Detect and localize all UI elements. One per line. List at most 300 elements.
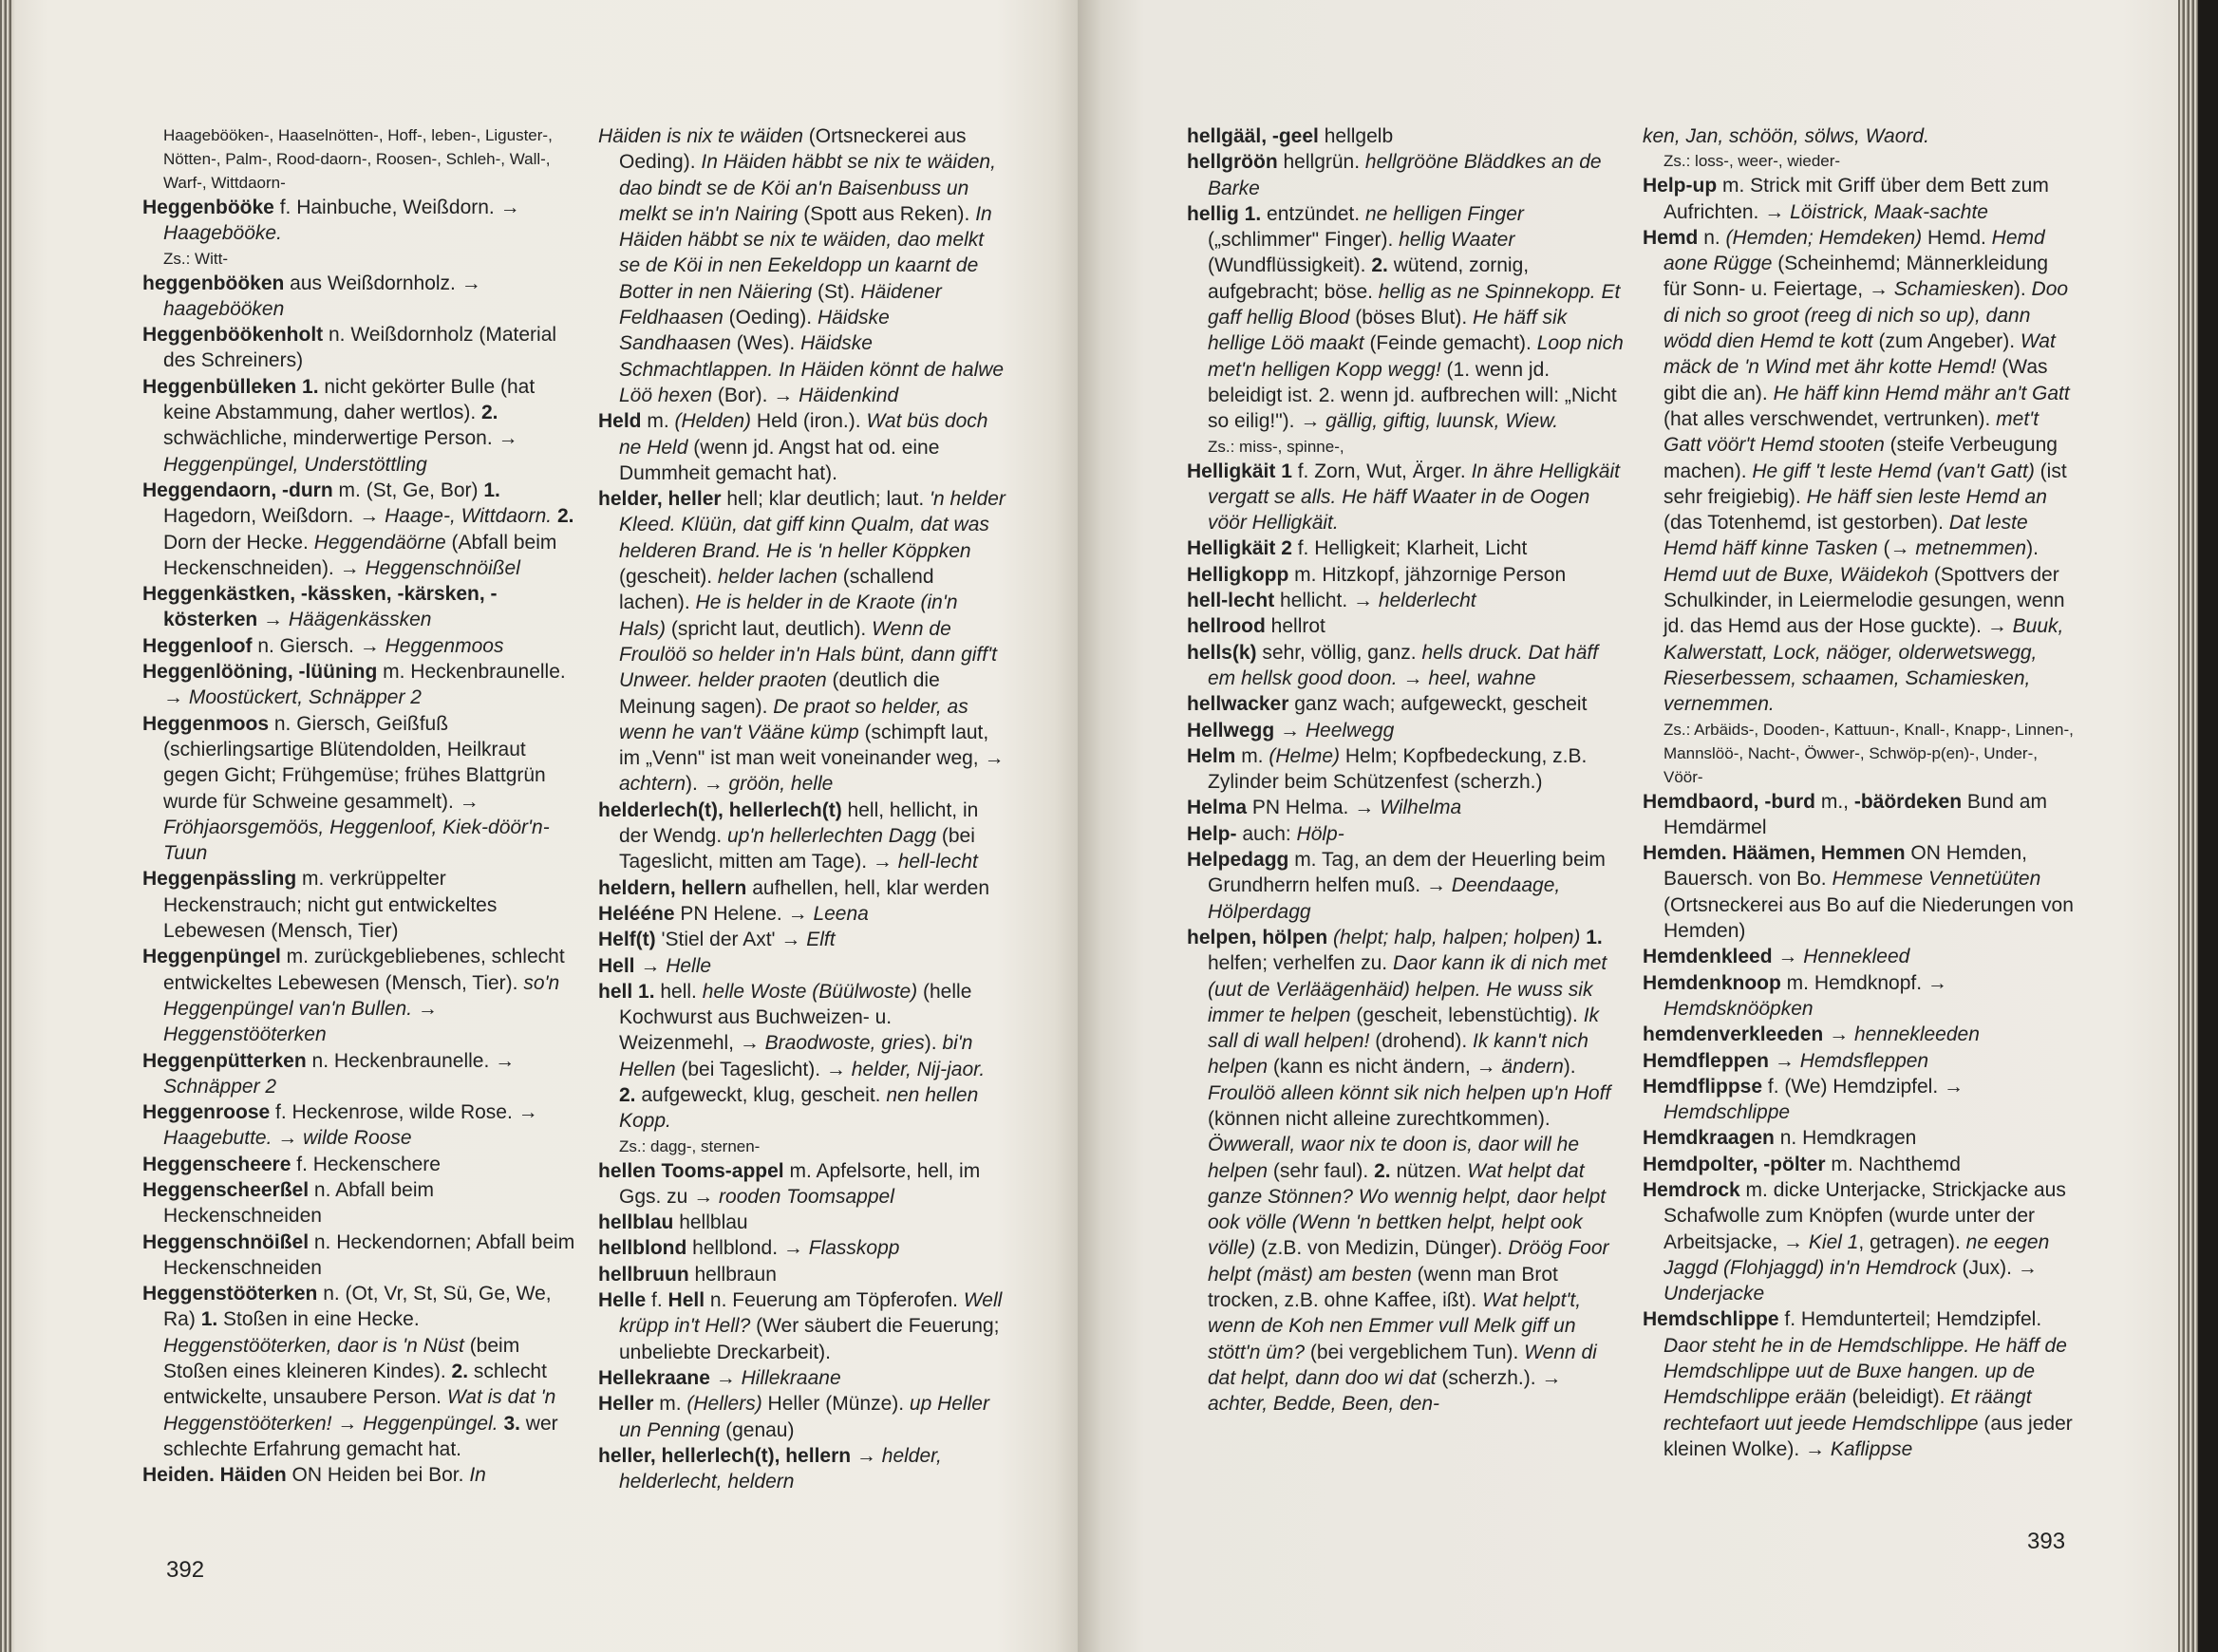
definition-text: m. Hitzkopf, jähzornige Person bbox=[1288, 563, 1567, 586]
example-text: Kaflippse bbox=[1830, 1437, 1913, 1460]
definition-text: hellbraun bbox=[688, 1263, 777, 1286]
example-text: Doo di nich so groot (reeg di nich so up), dann wödd dien Hemd te kott bbox=[1664, 278, 2069, 353]
dictionary-entry bbox=[142, 1230, 579, 1282]
example-text: Deendaage, Hölperdagg bbox=[1208, 874, 1561, 923]
dictionary-entry bbox=[1187, 613, 1624, 639]
example-text: Wat büs doch ne Held bbox=[619, 410, 988, 459]
page-edge-left bbox=[0, 0, 13, 1652]
headword: Hemdflippse bbox=[1643, 1075, 1763, 1098]
definition-text: helfen; verhelfen zu. bbox=[1208, 952, 1393, 975]
headword: Helf(t) bbox=[598, 929, 656, 951]
definition-text: m. Strick mit Griff über dem Bett zum Aufrichten. → bbox=[1664, 175, 2049, 223]
definition-text: ). → bbox=[686, 773, 729, 796]
definition-text: nützen. bbox=[1390, 1159, 1468, 1182]
example-text: met't Gatt vöör't Hemd stooten bbox=[1664, 407, 2039, 457]
definition-text: (Ortsneckerei aus Oeding). bbox=[619, 125, 967, 174]
definition-text: → bbox=[272, 1127, 304, 1150]
definition-text: → bbox=[1274, 719, 1306, 742]
dictionary-entry bbox=[598, 875, 1006, 901]
definition-text: Bund am Hemdärmel bbox=[1664, 790, 2047, 838]
definition-text: Heller (Münze). bbox=[761, 1393, 910, 1416]
definition-text: f. Hemdunterteil; Hemdzipfel. bbox=[1778, 1308, 2042, 1331]
example-text: hellig Waater bbox=[1399, 229, 1515, 252]
example-text: hellig as ne Spinnekopp. Et gaff hellig Blood bbox=[1208, 280, 1621, 329]
definition-text: (beleidigt). bbox=[1846, 1386, 1951, 1409]
headword: Heggenpässling bbox=[142, 868, 297, 891]
headword: helder, heller bbox=[598, 488, 722, 511]
example-text: Kiel 1 bbox=[1808, 1230, 1859, 1253]
headword: Hemdpolter, -pölter bbox=[1643, 1153, 1826, 1175]
definition-text: f. Helligkeit; Klarheit, Licht bbox=[1291, 537, 1528, 560]
dictionary-entry bbox=[598, 979, 1006, 1135]
headword: Helpedagg bbox=[1187, 849, 1289, 872]
definition-text: → bbox=[1772, 946, 1804, 968]
definition-text: n. Giersch, Geißfuß (schierlingsartige Blütendolden, Heilkraut gegen Gicht; Frühgemüse; frühes Blattgrün wurde für Schweine gesammelt). → bbox=[163, 712, 546, 813]
definition-text: (beim Stoßen eines kleineren Kindes). bbox=[163, 1334, 520, 1383]
headword: Heggenloof bbox=[142, 634, 253, 657]
example-text: wilde Roose bbox=[303, 1127, 412, 1150]
definition-text: → bbox=[709, 1366, 742, 1389]
dictionary-entry bbox=[142, 659, 579, 711]
definition-text: m. verkrüppelter Heckenstrauch; nicht gut entwickeltes Lebewesen (Mensch, Tier) bbox=[163, 868, 498, 943]
headword: hellblond bbox=[598, 1237, 687, 1260]
dictionary-entry bbox=[1187, 795, 1624, 820]
definition-text: n. Heckendornen; Abfall beim Heckenschneiden bbox=[163, 1230, 575, 1279]
definition-text: (Jux). → bbox=[1956, 1256, 2038, 1279]
dictionary-entry bbox=[142, 1177, 579, 1230]
example-text: Buuk, Kalwerstatt, Lock, näöger, olderwetswegg, Rieserbessem, schaamen, Schamiesken, vernemmen. bbox=[1664, 615, 2064, 716]
definition-text: f. bbox=[646, 1289, 668, 1312]
definition-text: (Spottvers der Schulkinder, in Leiermelodie gesungen, wenn jd. das Hemd aus der Hose guckte). → bbox=[1664, 563, 2065, 638]
example-text: helderlecht bbox=[1378, 590, 1476, 612]
headword: Helligkäit 2 bbox=[1187, 537, 1292, 560]
headword: helpen, hölpen bbox=[1187, 926, 1328, 948]
example-text: Hemdsfleppen bbox=[1799, 1049, 1929, 1072]
headword: Heggenkästken, -kässken, -kärsken, -kösterken bbox=[142, 583, 498, 631]
definition-text: PN Helma. → bbox=[1247, 797, 1381, 819]
definition-text: m. Heckenbraunelle. → bbox=[163, 661, 566, 709]
definition-text: Hemd. bbox=[1922, 226, 1992, 249]
example-text: hell-lecht bbox=[897, 851, 978, 873]
definition-text: m. zurückgebliebenes, schlecht entwickeltes Lebewesen (Mensch, Tier). bbox=[163, 946, 565, 994]
definition-text: (das Totenhemd, ist gestorben). bbox=[1664, 512, 1949, 535]
definition-text: (bei vergeblichem Tun). bbox=[1305, 1341, 1525, 1363]
dictionary-entry bbox=[598, 953, 1006, 979]
dictionary-entry bbox=[1643, 1125, 2075, 1151]
example-text: Häidener Feldhaasen bbox=[619, 280, 942, 329]
headword: 2. bbox=[451, 1361, 469, 1383]
example-text: helle Woste (Büülwoste) bbox=[702, 980, 918, 1003]
headword: 1. bbox=[200, 1308, 218, 1331]
example-text: hells druck. Dat häff em hellsk good doon. bbox=[1208, 641, 1599, 689]
headword: Helligkäit 1 bbox=[1187, 460, 1292, 482]
dictionary-entry bbox=[142, 633, 579, 659]
definition-text: n. bbox=[1698, 226, 1726, 249]
headword: Heiden. Häiden bbox=[142, 1464, 287, 1487]
definition-text: m. bbox=[1235, 744, 1269, 767]
definition-text: n. Heckenbraunelle. → bbox=[306, 1049, 516, 1072]
definition-text: (genau) bbox=[720, 1418, 795, 1441]
dictionary-entry bbox=[1187, 562, 1624, 588]
definition-text: auch: bbox=[1236, 822, 1297, 845]
definition-text: (z.B. von Medizin, Dünger). bbox=[1255, 1237, 1509, 1260]
headword: Heller bbox=[598, 1393, 654, 1416]
definition-text: schwächliche, minderwertige Person. → bbox=[163, 427, 518, 450]
definition-text: (Oeding). bbox=[723, 307, 818, 329]
headword: Helééne bbox=[598, 902, 675, 925]
headword: Helm bbox=[1187, 744, 1236, 767]
dictionary-entry bbox=[1643, 123, 2075, 149]
example-text: He is helder in de Kraote (in'n Hals) bbox=[619, 591, 958, 640]
example-text: Schnäpper 2 bbox=[163, 1075, 277, 1098]
definition-text: (wenn jd. Angst hat od. eine Dummheit gemacht hat). bbox=[619, 436, 940, 484]
headword: hellen Tooms-appel bbox=[598, 1159, 784, 1182]
headword: Heggenlööning, -lüüning bbox=[142, 661, 378, 684]
definition-text: → bbox=[634, 954, 667, 977]
definition-text: hell, hellicht, in der Wendg. bbox=[619, 798, 979, 848]
example-text: Dröög Foor helpt (mäst) am besten bbox=[1208, 1237, 1609, 1286]
compound-list: Zs.: Witt- bbox=[163, 249, 228, 268]
example-text: (Helden) bbox=[674, 410, 752, 433]
headword: 2. bbox=[1371, 254, 1388, 277]
dictionary-entry bbox=[142, 711, 579, 867]
example-text: Ik kann't nich helpen bbox=[1208, 1030, 1588, 1079]
left-page-column-1 bbox=[142, 123, 579, 1548]
dictionary-entry bbox=[142, 1152, 579, 1177]
example-text: ändern bbox=[1501, 1056, 1564, 1079]
example-text: Hennekleed bbox=[1803, 946, 1910, 968]
headword: Hemd bbox=[1643, 226, 1699, 249]
definition-text: (St). bbox=[812, 280, 861, 303]
example-text: Schamiesken bbox=[1893, 278, 2014, 301]
page-edge-right bbox=[2178, 0, 2198, 1652]
headword: heller, hellerlech(t), hellern bbox=[598, 1444, 852, 1467]
headword: Heggenböökenholt bbox=[142, 324, 324, 347]
definition-text: m. Apfelsorte, hell, im Ggs. zu → bbox=[619, 1159, 981, 1208]
example-text: (Helme) bbox=[1269, 744, 1341, 767]
example-text: Öwwerall, waor nix te doon is, daor will he helpen bbox=[1208, 1134, 1580, 1182]
example-text: up Heller un Penning bbox=[619, 1393, 989, 1441]
example-text: Helle bbox=[666, 954, 712, 977]
dictionary-entry bbox=[142, 1281, 579, 1462]
dictionary-entry bbox=[142, 271, 579, 323]
right-page-column-2 bbox=[1643, 123, 2075, 1548]
headword: Hemdenkleed bbox=[1643, 946, 1773, 968]
headword: hellblau bbox=[598, 1211, 674, 1234]
page-number-right: 393 bbox=[2027, 1529, 2066, 1554]
example-text: Häägenkässken bbox=[288, 609, 432, 631]
example-text: Underjacke bbox=[1664, 1283, 1765, 1305]
definition-text: m., bbox=[1815, 790, 1854, 813]
definition-text: m. (St, Ge, Bor) bbox=[332, 479, 484, 501]
definition-text: ON Heiden bei Bor. bbox=[286, 1464, 470, 1487]
dictionary-entry bbox=[1643, 1048, 2075, 1074]
dictionary-entry bbox=[1643, 789, 2075, 841]
example-text: (Hellers) bbox=[686, 1393, 762, 1416]
example-text: Heggenpüngel. bbox=[363, 1412, 498, 1435]
definition-text: nicht gekörter Bulle (hat keine Abstammung, daher wertlos). bbox=[163, 375, 536, 424]
dictionary-entry bbox=[142, 581, 579, 633]
example-text: gällig, giftig, luunsk, Wiew. bbox=[1325, 410, 1559, 433]
example-text: Heelwegg bbox=[1305, 719, 1395, 742]
dictionary-entry bbox=[1187, 149, 1624, 201]
compound-list: Zs.: miss-, spinne-, bbox=[1208, 437, 1344, 456]
example-text: Elft bbox=[806, 929, 836, 951]
definition-text: (bei Tageslicht). → bbox=[675, 1058, 852, 1080]
definition-text: Helm; Kopfbedeckung, z.B. Zylinder beim Schützenfest (scherzh.) bbox=[1208, 744, 1588, 794]
dictionary-entry bbox=[1187, 535, 1624, 561]
dictionary-entry bbox=[598, 408, 1006, 486]
dictionary-entry bbox=[1643, 1152, 2075, 1177]
example-text: (Hemden; Hemdeken) bbox=[1725, 226, 1923, 249]
compound-list: Zs.: Arbäids-, Dooden-, Kattuun-, Knall-, Knapp-, Linnen-, Mannslöö-, Nacht-, Öwwer-, Schwöp-p(en)-, Under-, Vöör- bbox=[1664, 720, 2074, 786]
definition-text: (kann es nicht ändern, → bbox=[1268, 1056, 1502, 1079]
dictionary-entry bbox=[1643, 840, 2075, 944]
dictionary-entry bbox=[1187, 123, 1624, 149]
dictionary-entry bbox=[598, 1443, 1006, 1495]
example-text: Heggenschnöißel bbox=[365, 556, 520, 579]
dictionary-entry bbox=[598, 901, 1006, 927]
headword: Helle bbox=[598, 1289, 647, 1312]
definition-text: f. Heckenrose, wilde Rose. → bbox=[270, 1101, 538, 1124]
headword: Heggenbülleken 1. bbox=[142, 375, 319, 398]
example-text: Hemd aone Rügge bbox=[1664, 226, 2045, 275]
dictionary-entry bbox=[1643, 970, 2075, 1023]
definition-text: („schlimmer" Finger). bbox=[1208, 229, 1400, 252]
definition-text: (bei Tageslicht, mitten am Tage). → bbox=[619, 825, 975, 873]
example-text: heel, wahne bbox=[1428, 666, 1536, 689]
example-text: Froulöö alleen könnt sik nich helpen up'n Hoff bbox=[1208, 1081, 1611, 1104]
headword: hellbruun bbox=[598, 1263, 689, 1286]
headword: heldern, hellern bbox=[598, 876, 747, 899]
definition-text: → bbox=[1823, 1023, 1854, 1046]
definition-text: m. dicke Unterjacke, Strickjacke aus Schafwolle zum Knöpfen (wurde unter der Arbeitsjacke, → bbox=[1664, 1178, 2066, 1253]
headword: Hemdkraagen bbox=[1643, 1127, 1775, 1150]
example-text: Häidske Schmachtlappen. In Häiden könnt de halwe Löö hexen bbox=[619, 332, 1005, 406]
definition-text: hellicht. → bbox=[1274, 590, 1379, 612]
example-text: Hemdsknööpken bbox=[1664, 997, 1814, 1020]
headword: Hell bbox=[667, 1289, 705, 1312]
definition-text: schlecht entwickelte, unsaubere Person. bbox=[163, 1361, 547, 1409]
definition-text: ON Hemden, Bauersch. von Bo. bbox=[1664, 842, 2027, 891]
headword: hemdenverkleeden bbox=[1643, 1023, 1824, 1046]
example-text: Dat leste Hemd häff kinne Tasken bbox=[1664, 512, 2028, 560]
headword: Held bbox=[598, 410, 642, 433]
example-text: Wat helpt't, wenn de Koh nen Emmer vull Melk giff un stött'n üm? bbox=[1208, 1289, 1582, 1363]
headword: hells(k) bbox=[1187, 641, 1257, 664]
dictionary-entry bbox=[1187, 691, 1624, 717]
definition-text: n. Giersch. → bbox=[252, 634, 385, 657]
headword: Hell bbox=[598, 954, 635, 977]
example-text: Wenn di dat helpt, dann doo wi dat bbox=[1208, 1341, 1597, 1389]
definition-text: aufgeweckt, klug, gescheit. bbox=[635, 1083, 887, 1106]
definition-text: m. bbox=[653, 1393, 687, 1416]
definition-text: ). bbox=[924, 1032, 943, 1055]
definition-text: (gescheit, lebenstüchtig). bbox=[1350, 1004, 1584, 1026]
compound-list: Haagebööken-, Haaselnötten-, Hoff-, leben-, Liguster-, Nötten-, Palm-, Rood-daorn-, Roosen-, Schleh-, Wall-, Warf-, Wittdaorn- bbox=[163, 126, 553, 192]
example-text: Hölp- bbox=[1296, 822, 1344, 845]
definition-text: ). bbox=[2026, 537, 2039, 560]
example-text: Loop nich met'n helligen Kopp wegg! bbox=[1208, 332, 1624, 381]
definition-text: (Abfall beim Heckenschneiden). → bbox=[163, 531, 557, 579]
example-text: Wat is dat 'n Heggenstööterken! bbox=[163, 1386, 556, 1435]
headword: Heggenschnöißel bbox=[142, 1230, 310, 1253]
headword: Hemden. Häämen, Hemmen bbox=[1643, 842, 1906, 865]
definition-text: (Wes). bbox=[730, 332, 801, 355]
dictionary-entry bbox=[598, 1287, 1006, 1365]
headword: Heggenpüngel bbox=[142, 946, 281, 968]
headword: Heggenbööke bbox=[142, 197, 274, 218]
example-text: gröön, helle bbox=[728, 773, 834, 796]
example-text: He häff sien leste Hemd an bbox=[1806, 485, 2047, 508]
headword: hellig 1. bbox=[1187, 202, 1262, 225]
dictionary-entry bbox=[1187, 718, 1624, 743]
example-text: Heggenstööterken bbox=[163, 1023, 327, 1046]
definition-text: n. Feuerung am Töpferofen. bbox=[705, 1289, 964, 1312]
example-text: Häidske Sandhaasen bbox=[619, 307, 890, 355]
definition-text: m. bbox=[641, 410, 675, 433]
headword: Hellwegg bbox=[1187, 719, 1275, 742]
dictionary-entry bbox=[1187, 201, 1624, 435]
example-text: Hemdschlippe bbox=[1664, 1101, 1791, 1124]
definition-text: → bbox=[331, 1412, 364, 1435]
headword: Heggenroose bbox=[142, 1101, 271, 1124]
definition-text: hellblond. → bbox=[686, 1237, 809, 1260]
definition-text: → bbox=[1769, 1049, 1800, 1072]
dictionary-entry bbox=[598, 123, 1006, 408]
example-text: Ik sall di wall helpen! bbox=[1208, 1004, 1600, 1053]
dictionary-entry bbox=[598, 486, 1006, 798]
definition-text: Hagedorn, Weißdorn. → bbox=[163, 505, 385, 528]
definition-text: aufhellen, hell, klar werden bbox=[746, 876, 990, 899]
headword: 3. bbox=[503, 1412, 520, 1435]
example-text: De praot so helder, as wenn he van't Vääne kümp bbox=[619, 695, 968, 743]
definition-text: → bbox=[257, 609, 289, 631]
example-text: Fröhjaorsgemöös, Heggenloof, Kiek-döör'n-Tuun bbox=[163, 816, 550, 865]
definition-text: m. Hemdknopf. → bbox=[1780, 971, 1947, 994]
right-page-column-1 bbox=[1187, 123, 1624, 1548]
example-text: helder, Nij-jaor. bbox=[851, 1058, 986, 1080]
compound-list: Zs.: loss-, weer-, wieder- bbox=[1664, 152, 1841, 171]
dictionary-entry bbox=[598, 1365, 1006, 1391]
headword: Help-up bbox=[1643, 175, 1718, 197]
dictionary-entry bbox=[142, 944, 579, 1047]
headword: Hemdfleppen bbox=[1643, 1049, 1770, 1072]
headword: hellgääl, -geel bbox=[1187, 125, 1319, 147]
dictionary-entry bbox=[598, 798, 1006, 875]
dictionary-entry bbox=[142, 1048, 579, 1100]
definition-text: n. Weißdornholz (Material des Schreiners) bbox=[163, 324, 557, 372]
definition-text: wütend, zornig, aufgebracht; böse. bbox=[1208, 254, 1530, 303]
definition-text: (Was gibt die an). bbox=[1664, 356, 2048, 404]
headword: -bäördeken bbox=[1853, 790, 1963, 813]
example-text: Hemmese Vennetüüten bbox=[1832, 868, 2041, 891]
headword: Help- bbox=[1187, 822, 1237, 845]
headword: 2. bbox=[1374, 1159, 1391, 1182]
definition-text: 'Stiel der Axt' → bbox=[655, 929, 807, 951]
example-text: Heggenmoos bbox=[385, 634, 504, 657]
example-text: Braodwoste, gries bbox=[764, 1032, 925, 1055]
dictionary-entry bbox=[142, 1462, 579, 1488]
definition-text: (→ bbox=[1877, 537, 1916, 560]
headword: Helma bbox=[1187, 797, 1248, 819]
definition-text: (Wundflüssigkeit). bbox=[1208, 254, 1372, 277]
headword: Hellekraane bbox=[598, 1366, 710, 1389]
headword: hellrood bbox=[1187, 615, 1266, 638]
definition-text: (wenn man Brot trocken, z.B. ohne Kaffee, ißt). bbox=[1208, 1263, 1558, 1312]
headword: Heggenpütterken bbox=[142, 1049, 307, 1072]
definition-text: (Bor). → bbox=[712, 384, 799, 406]
definition-text: (spricht laut, deutlich). bbox=[666, 617, 873, 640]
definition-text: hellgrün. bbox=[1277, 151, 1365, 174]
headword: Heggenmoos bbox=[142, 712, 270, 735]
definition-text: (sehr faul). bbox=[1268, 1159, 1375, 1182]
example-text: Haage-, Wittdaorn. bbox=[385, 505, 553, 528]
definition-text: (Spott aus Reken). bbox=[798, 202, 976, 225]
definition-text: (1. wenn jd. beleidigt ist. 2. wenn jd. aufbrechen will: „Nicht so eilig!"). → bbox=[1208, 358, 1617, 433]
example-text: up'n hellerlechten Dagg bbox=[727, 825, 937, 848]
headword: 1. bbox=[483, 479, 500, 501]
headword: Heggenscheere bbox=[142, 1153, 291, 1175]
example-text: Et räängt rechtefaort uut jeede Hemdschlippe bbox=[1664, 1386, 2032, 1435]
definition-text: m. Tag, an dem der Heuerling beim Grundherrn helfen muß. → bbox=[1208, 849, 1606, 897]
definition-text: wer schlechte Erfahrung gemacht hat. bbox=[163, 1412, 558, 1460]
dictionary-entry bbox=[142, 322, 579, 374]
headword: hell 1. bbox=[598, 980, 655, 1003]
example-text: Daor kann ik di nich met (uut de Verläägenhäid) helpen. He wuss sik immer te helpen bbox=[1208, 952, 1607, 1026]
definition-text: ). bbox=[1563, 1056, 1576, 1079]
definition-text: (aus jeder kleinen Wolke). → bbox=[1664, 1412, 2073, 1460]
example-text: Wat helpt dat ganze Stönnen? Wo wennig helpt, daor helpt ook völle (Wenn 'n bettken helpt, helpt ook völle) bbox=[1208, 1159, 1607, 1260]
dictionary-entry bbox=[1643, 225, 2075, 718]
definition-text: hellrot bbox=[1265, 615, 1325, 638]
example-text: metnemmen bbox=[1915, 537, 2027, 560]
example-text: achtern bbox=[619, 773, 686, 796]
example-text: bi'n Hellen bbox=[619, 1032, 973, 1080]
example-text: Wilhelma bbox=[1380, 797, 1462, 819]
dictionary-entry bbox=[598, 1391, 1006, 1443]
example-text: Häidenkind bbox=[799, 384, 899, 406]
example-text: hellgrööne Bläddkes an de Barke bbox=[1208, 151, 1602, 199]
dictionary-entry bbox=[598, 1235, 1006, 1261]
definition-text: (zum Angeber). bbox=[1872, 330, 2021, 353]
example-text: Moostückert, Schnäpper 2 bbox=[188, 686, 422, 709]
example-text: In Häiden häbbt se nix te wäiden, dao melkt se de Köi in nen Eekeldopp un kaarnt de Botter in nen Näiering bbox=[619, 202, 992, 303]
dictionary-entry bbox=[1643, 944, 2075, 969]
example-text: In Häiden häbbt se nix te wäiden, dao bindt se de Köi an'n Baisenbuss un melkt se in'n Nairing bbox=[619, 151, 996, 225]
dictionary-entry bbox=[1187, 588, 1624, 613]
example-text: ne eegen Jaggd (Flohjaggd) in'n Hemdrock bbox=[1664, 1230, 2050, 1279]
definition-text: (drohend). bbox=[1369, 1030, 1473, 1053]
example-text: hennekleeden bbox=[1853, 1023, 1980, 1046]
definition-text: Stoßen in eine Hecke. bbox=[217, 1308, 420, 1331]
example-text: achter, Bedde, Been, den- bbox=[1208, 1393, 1440, 1416]
example-text: He häff sik hellige Löö maakt bbox=[1208, 307, 1568, 355]
headword: hellgröön bbox=[1187, 151, 1278, 174]
dictionary-entry bbox=[1187, 925, 1624, 1417]
definition-text: Held (iron.). bbox=[751, 410, 867, 433]
dictionary-entry bbox=[598, 1210, 1006, 1235]
definition-text: PN Helene. → bbox=[674, 902, 814, 925]
headword: Hemdenknoop bbox=[1643, 971, 1781, 994]
example-text: Löistrick, Maak-sachte bbox=[1790, 200, 1988, 223]
definition-text: (Wer säubert die Feuerung; unbeliebte Dreckarbeit). bbox=[619, 1315, 1000, 1363]
definition-text: n. (Ot, Vr, St, Sü, Ge, We, Ra) bbox=[163, 1283, 552, 1331]
headword: helderlech(t), hellerlech(t) bbox=[598, 798, 842, 821]
definition-text: (schallend lachen). bbox=[619, 566, 934, 614]
dictionary-entry bbox=[598, 1158, 1006, 1211]
dictionary-entry bbox=[1187, 640, 1624, 692]
